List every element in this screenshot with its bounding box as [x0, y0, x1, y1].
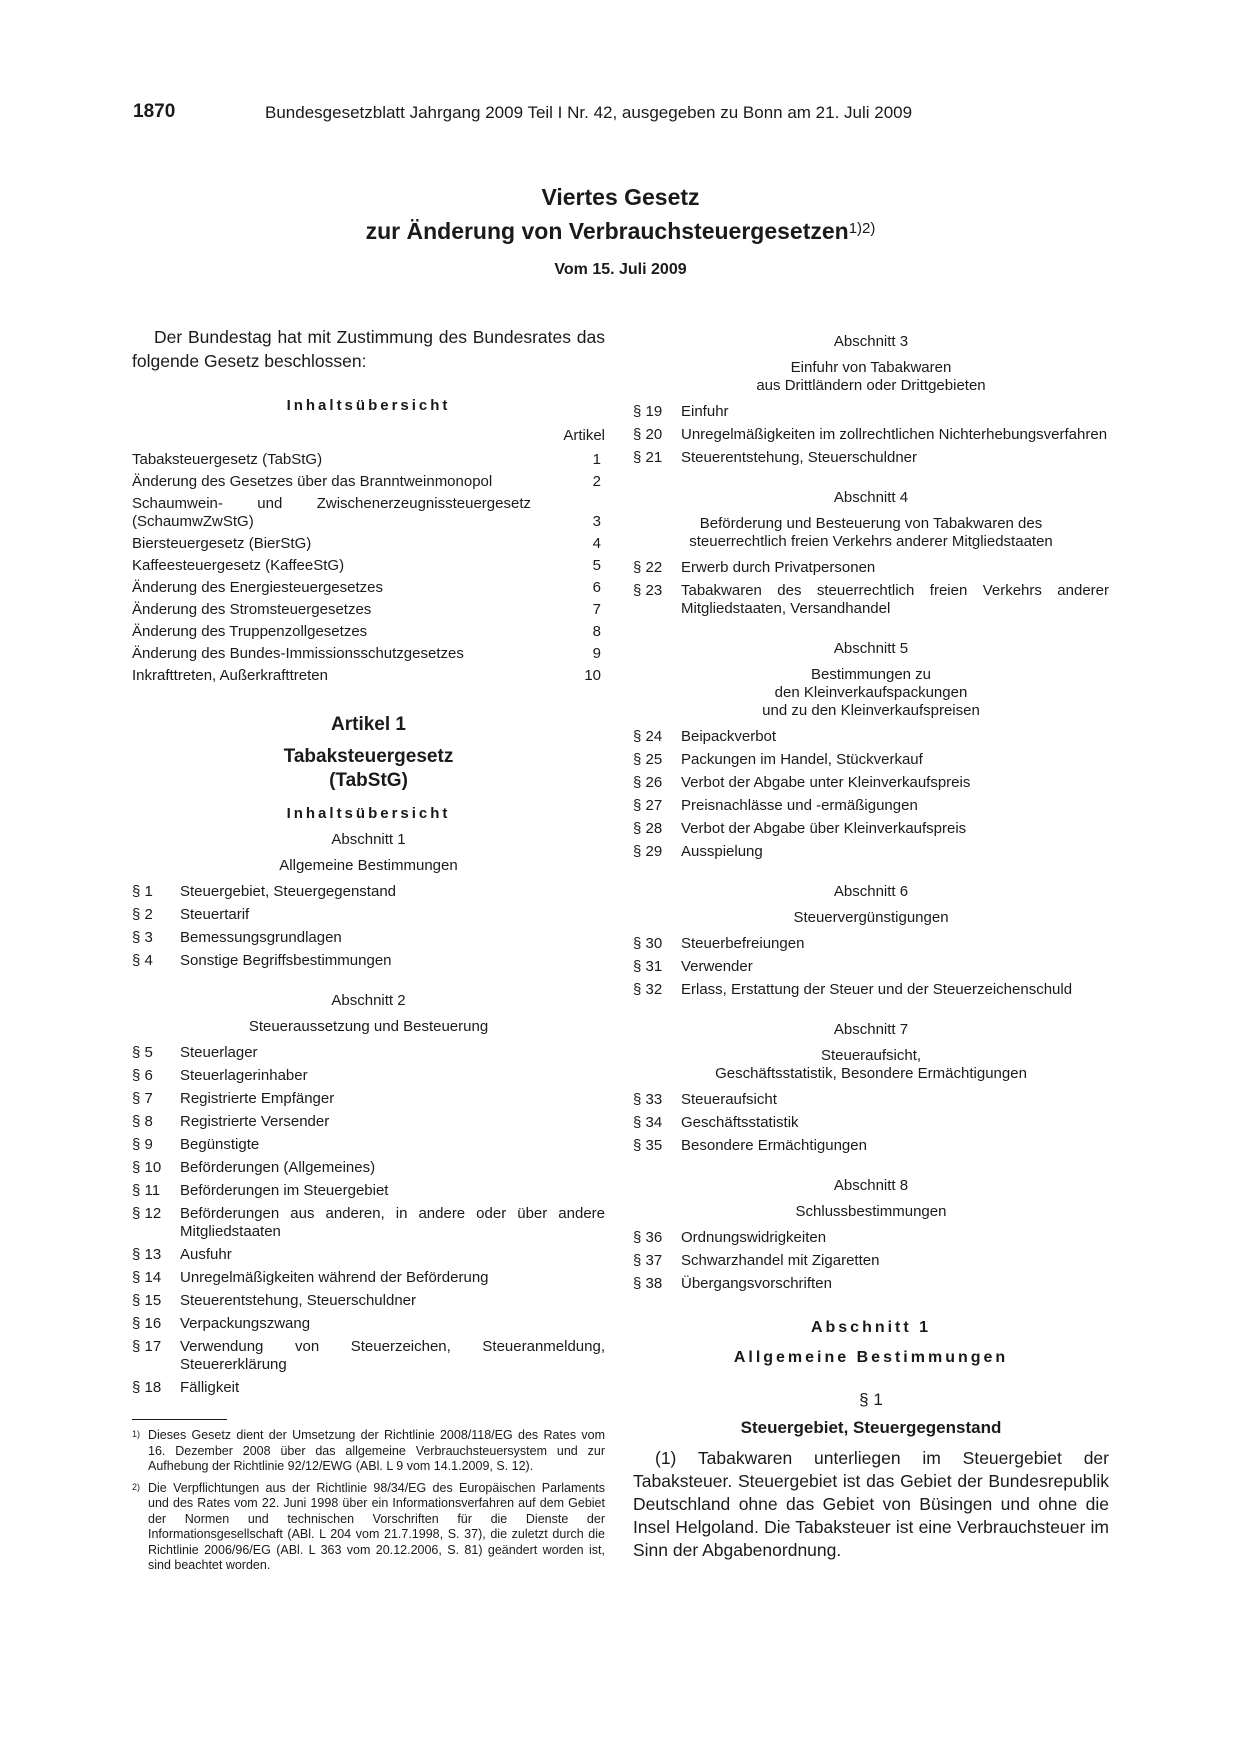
overview-row-title: Änderung des Energiesteuergesetzes [132, 579, 384, 596]
overview-row-number: 8 [592, 623, 601, 640]
overview-row [132, 623, 605, 641]
section-title-line: Beförderung und Besteuerung von Tabakwaren des [699, 515, 1043, 532]
paragraph-entry-title: Schwarzhandel mit Zigaretten [681, 1252, 880, 1269]
paragraph-number: § 25 [633, 751, 663, 768]
overview-row-number: 5 [592, 557, 601, 574]
title-footnote-marks: 1)2) [848, 220, 876, 237]
section-title-line: Steuervergünstigungen [793, 909, 949, 926]
paragraph-entry-title: Geschäftsstatistik [681, 1114, 799, 1131]
toc-entry [633, 1252, 1109, 1270]
paragraph-entry-title: Steuerlager [180, 1044, 258, 1061]
paragraph-number: § 33 [633, 1091, 663, 1108]
toc-entry [633, 449, 1109, 467]
paragraph-number: § 16 [132, 1315, 162, 1332]
paragraph-number: § 37 [633, 1252, 663, 1269]
paragraph-number: § 9 [132, 1136, 153, 1153]
paragraph-entry-title: Preisnachlässe und -ermäßigungen [681, 797, 918, 814]
paragraph-number: § 2 [132, 906, 153, 923]
paragraph-entry-title: Verwender [681, 958, 753, 975]
article-toc-heading: Inhaltsübersicht [286, 805, 451, 822]
section-label: Abschnitt 3 [833, 333, 909, 350]
paragraph-entry-title: Tabakwaren des steuerrechtlich freien Verkehrs anderer Mitgliedstaaten, Versandhandel [681, 582, 1109, 617]
paragraph-entry-title: Sonstige Begriffsbestimmungen [180, 952, 392, 969]
footnote-mark: 2) [132, 1481, 141, 1492]
section-title-line: steuerrechtlich freien Verkehrs anderer Mitgliedstaaten [689, 533, 1053, 550]
toc-entry [633, 728, 1109, 746]
overview-row [132, 667, 605, 685]
paragraph-entry-title: Packungen im Handel, Stückverkauf [681, 751, 923, 768]
paragraph-text: (1) Tabakwaren unterliegen im Steuergebiet der Tabaksteuer. Steuergebiet ist das Gebiet der Bundesrepublik Deutschland ohne das Gebiet von Büsingen und ohne die Insel Helgoland. Die Tabaksteuer ist eine Verbrauchsteuer im Sinn der Abgabenordnung. [633, 1448, 1109, 1560]
toc-entry [633, 751, 1109, 769]
toc-entry [132, 952, 605, 970]
running-header: Bundesgesetzblatt Jahrgang 2009 Teil I Nr. 42, ausgegeben zu Bonn am 21. Juli 2009 [265, 103, 913, 122]
paragraph-number: § 7 [132, 1090, 153, 1107]
paragraph-entry-title: Beförderungen im Steuergebiet [180, 1182, 389, 1199]
paragraph-number: § 17 [132, 1338, 162, 1355]
overview-row-title: Änderung des Bundes-Immissionsschutzgesetzes [132, 645, 464, 662]
overview-row-number: 6 [592, 579, 601, 596]
overview-row-title: Biersteuergesetz (BierStG) [132, 535, 312, 552]
overview-row-number: 2 [592, 473, 601, 490]
toc-entry [132, 1315, 605, 1333]
paragraph-entry-title: Einfuhr [681, 403, 729, 420]
toc-entry [132, 906, 605, 924]
paragraph-entry-title: Übergangsvorschriften [681, 1275, 832, 1292]
paragraph-entry-title: Beipackverbot [681, 728, 777, 745]
toc-entry [132, 1182, 605, 1200]
toc-entry [633, 797, 1109, 815]
toc-entry [633, 774, 1109, 792]
law-title-line1: Viertes Gesetz [541, 184, 700, 210]
toc-entry [633, 1137, 1109, 1155]
paragraph-entry-title: Beförderungen aus anderen, in andere oder über andere Mitgliedstaaten [180, 1205, 605, 1240]
body-section-title: Allgemeine Bestimmungen [733, 1349, 1009, 1366]
paragraph-entry-title: Steuergebiet, Steuergegenstand [180, 883, 396, 900]
paragraph-number: § 27 [633, 797, 663, 814]
article-name-line1: Tabaksteuergesetz [283, 746, 454, 767]
toc-entry [132, 1379, 605, 1397]
paragraph-number: § 22 [633, 559, 663, 576]
toc-entry [633, 426, 1109, 444]
paragraph-entry-title: Erwerb durch Privatpersonen [681, 559, 876, 576]
right-column [633, 325, 1109, 1580]
paragraph-number: § 24 [633, 728, 663, 745]
paragraph-entry-title: Steuerlagerinhaber [180, 1067, 308, 1084]
paragraph-entry-title: Begünstigte [180, 1136, 260, 1153]
paragraph-entry-title: Registrierte Versender [180, 1113, 330, 1130]
page-number: 1870 [133, 101, 176, 122]
section-title [633, 515, 1109, 551]
footnote-rule [132, 1419, 227, 1420]
footnote [132, 1481, 605, 1574]
paragraph-entry-title: Unregelmäßigkeiten während der Beförderung [180, 1269, 489, 1286]
toc-entry [132, 1269, 605, 1287]
paragraph-number: § 11 [132, 1182, 161, 1199]
paragraph-number: § 4 [132, 952, 153, 969]
footnote-text: Dieses Gesetz dient der Umsetzung der Richtlinie 2008/118/EG des Rates vom 16. Dezember 2008 über das allgemeine Verbrauchsteuersystem und zur Aufhebung der Richtlinie 92/12/EWG (ABl. L 9 vom 14.1.2009, S. 12). [148, 1428, 605, 1473]
section-title-line: aus Drittländern oder Drittgebieten [756, 377, 986, 394]
paragraph-number: § 8 [132, 1113, 153, 1130]
overview-row-title: Schaumwein- und Zwischenerzeugnissteuergesetz (SchaumwZwStG) [132, 495, 531, 530]
toc-sections-left [132, 831, 605, 1397]
section-title [633, 909, 1109, 927]
paragraph-number: § 18 [132, 1379, 162, 1396]
overview-row [132, 495, 605, 531]
overview-column-label: Artikel [563, 427, 605, 444]
section-title-line: Einfuhr von Tabakwaren [790, 359, 952, 376]
footnotes [132, 1428, 605, 1574]
section-title [633, 666, 1109, 720]
section-label: Abschnitt 8 [833, 1177, 909, 1194]
section-label: Abschnitt 5 [833, 640, 909, 657]
section-title-line: und zu den Kleinverkaufspreisen [762, 702, 980, 719]
paragraph-number: § 13 [132, 1246, 162, 1263]
section-title-line: den Kleinverkaufspackungen [774, 684, 968, 701]
section-title-line: Steueraufsicht, [820, 1047, 922, 1064]
section-title-line: Schlussbestimmungen [795, 1203, 947, 1220]
toc-entry [633, 582, 1109, 618]
paragraph-entry-title: Ordnungswidrigkeiten [681, 1229, 827, 1246]
footnote-text: Die Verpflichtungen aus der Richtlinie 98/34/EG des Europäischen Parlaments und des Rates vom 22. Juni 1998 über ein Informationsverfahren auf dem Gebiet der Normen und technischen Vorschriften für die Dienste der Informationsgesellschaft (ABl. L 204 vom 21.7.1998, S. 37), die zuletzt durch die Richtlinie 2006/96/EG (ABl. L 363 vom 20.12.2006, S. 81) geändert worden ist, sind beachtet worden. [148, 1480, 605, 1572]
footnote [132, 1428, 605, 1475]
paragraph-entry-title: Fälligkeit [180, 1379, 240, 1396]
toc-entry [633, 820, 1109, 838]
paragraph-number: § 1 [132, 883, 153, 900]
section-title-line: Geschäftsstatistik, Besondere Ermächtigungen [715, 1065, 1027, 1082]
paragraph-number: § 6 [132, 1067, 153, 1084]
paragraph-entry-title: Verbot der Abgabe über Kleinverkaufspreis [681, 820, 967, 837]
paragraph-number: § 21 [633, 449, 663, 466]
overview-row [132, 557, 605, 575]
overview-row-number: 3 [592, 513, 601, 530]
intro-paragraph: Der Bundestag hat mit Zustimmung des Bundesrates das folgende Gesetz beschlossen: [132, 327, 605, 371]
toc-entry [132, 1292, 605, 1310]
section-title-line: Bestimmungen zu [810, 666, 932, 683]
paragraph-title: Steuergebiet, Steuergegenstand [740, 1418, 1002, 1437]
overview-row-number: 4 [592, 535, 601, 552]
paragraph-number: § 31 [633, 958, 663, 975]
paragraph-number: § 23 [633, 582, 663, 599]
toc-entry [132, 1090, 605, 1108]
toc-entry [132, 1113, 605, 1131]
toc-entry [132, 1338, 605, 1374]
paragraph-sign: § 1 [859, 1390, 883, 1409]
section-title [633, 1047, 1109, 1083]
overview-row-title: Kaffeesteuergesetz (KaffeeStG) [132, 557, 345, 574]
section-label: Abschnitt 4 [833, 489, 909, 506]
toc-entry [633, 935, 1109, 953]
toc-entry [132, 1246, 605, 1264]
section-label: Abschnitt 6 [833, 883, 909, 900]
overview-row-title: Änderung des Truppenzollgesetzes [132, 623, 368, 640]
toc-entry [132, 1205, 605, 1241]
paragraph-entry-title: Erlass, Erstattung der Steuer und der Steuerzeichenschuld [681, 981, 1073, 998]
paragraph-number: § 29 [633, 843, 663, 860]
left-column [132, 325, 605, 1580]
paragraph-number: § 12 [132, 1205, 162, 1222]
paragraph-number: § 32 [633, 981, 663, 998]
paragraph-entry-title: Steuerbefreiungen [681, 935, 805, 952]
toc-entry [633, 403, 1109, 421]
paragraph-entry-title: Steuerentstehung, Steuerschuldner [180, 1292, 416, 1309]
law-date: Vom 15. Juli 2009 [554, 261, 687, 278]
toc-entry [633, 958, 1109, 976]
paragraph-entry-title: Ausfuhr [180, 1246, 232, 1263]
overview-row-title: Änderung des Gesetzes über das Branntweinmonopol [132, 473, 493, 490]
overview-list [132, 451, 605, 685]
overview-row-number: 1 [592, 451, 601, 468]
overview-row [132, 451, 605, 469]
overview-row-number: 9 [592, 645, 601, 662]
paragraph-entry-title: Steuerentstehung, Steuerschuldner [681, 449, 917, 466]
overview-row [132, 601, 605, 619]
toc-entry [132, 1067, 605, 1085]
paragraph-entry-title: Verwendung von Steuerzeichen, Steueranmeldung, Steuererklärung [180, 1338, 605, 1373]
section-title: Steueraussetzung und Besteuerung [248, 1018, 489, 1035]
paragraph-entry-title: Beförderungen (Allgemeines) [180, 1159, 376, 1176]
paragraph-number: § 30 [633, 935, 663, 952]
law-title-line2: zur Änderung von Verbrauchsteuergesetzen [365, 218, 849, 244]
article-name-line2: (TabStG) [329, 770, 408, 791]
paragraph-entry-title: Ausspielung [681, 843, 763, 860]
paragraph-number: § 38 [633, 1275, 663, 1292]
footnote-mark: 1) [132, 1429, 141, 1439]
toc-entry [633, 1229, 1109, 1247]
section-title [633, 359, 1109, 395]
paragraph-number: § 14 [132, 1269, 162, 1286]
section-label: Abschnitt 1 [331, 831, 406, 848]
article-heading: Artikel 1 [331, 714, 406, 735]
paragraph-number: § 19 [633, 403, 663, 420]
toc-entry [633, 1114, 1109, 1132]
toc-entry [132, 883, 605, 901]
section-title: Allgemeine Bestimmungen [279, 857, 458, 874]
paragraph-number: § 35 [633, 1137, 663, 1154]
paragraph-number: § 36 [633, 1229, 663, 1246]
paragraph-entry-title: Verpackungszwang [180, 1315, 311, 1332]
paragraph-entry-title: Bemessungsgrundlagen [180, 929, 342, 946]
overview-row [132, 579, 605, 597]
paragraph-entry-title: Unregelmäßigkeiten im zollrechtlichen Nichterhebungsverfahren [681, 426, 1108, 443]
paragraph-entry-title: Verbot der Abgabe unter Kleinverkaufspreis [681, 774, 971, 791]
toc-entry [633, 981, 1109, 999]
paragraph-number: § 34 [633, 1114, 663, 1131]
section-label: Abschnitt 2 [331, 992, 406, 1009]
law-title [0, 181, 1241, 247]
toc-entry [633, 559, 1109, 577]
body-section-label: Abschnitt 1 [810, 1319, 932, 1336]
paragraph-entry-title: Steuertarif [180, 906, 250, 923]
section-label: Abschnitt 7 [833, 1021, 909, 1038]
paragraph-entry-title: Besondere Ermächtigungen [681, 1137, 867, 1154]
toc-entry [132, 1159, 605, 1177]
overview-row-number: 7 [592, 601, 601, 618]
paragraph-number: § 28 [633, 820, 663, 837]
overview-row-title: Tabaksteuergesetz (TabStG) [132, 451, 323, 468]
overview-heading: Inhaltsübersicht [286, 397, 451, 414]
paragraph-number: § 5 [132, 1044, 153, 1061]
toc-entry [132, 1136, 605, 1154]
toc-entry [633, 1091, 1109, 1109]
overview-row [132, 535, 605, 553]
paragraph-entry-title: Steueraufsicht [681, 1091, 777, 1108]
overview-row [132, 645, 605, 663]
toc-entry [633, 1275, 1109, 1293]
law-title-line2-wrap [0, 213, 1241, 247]
toc-entry [132, 929, 605, 947]
article-name [132, 745, 605, 793]
paragraph-number: § 3 [132, 929, 153, 946]
toc-entry [132, 1044, 605, 1062]
paragraph-number: § 10 [132, 1159, 162, 1176]
paragraph-number: § 26 [633, 774, 663, 791]
toc-entry [633, 843, 1109, 861]
section-title [633, 1203, 1109, 1221]
overview-row [132, 473, 605, 491]
overview-row-number: 10 [584, 667, 601, 684]
overview-row-title: Änderung des Stromsteuergesetzes [132, 601, 372, 618]
paragraph-number: § 15 [132, 1292, 162, 1309]
toc-sections-right [633, 333, 1109, 1293]
paragraph-entry-title: Registrierte Empfänger [180, 1090, 335, 1107]
overview-row-title: Inkrafttreten, Außerkrafttreten [132, 667, 328, 684]
paragraph-number: § 20 [633, 426, 663, 443]
